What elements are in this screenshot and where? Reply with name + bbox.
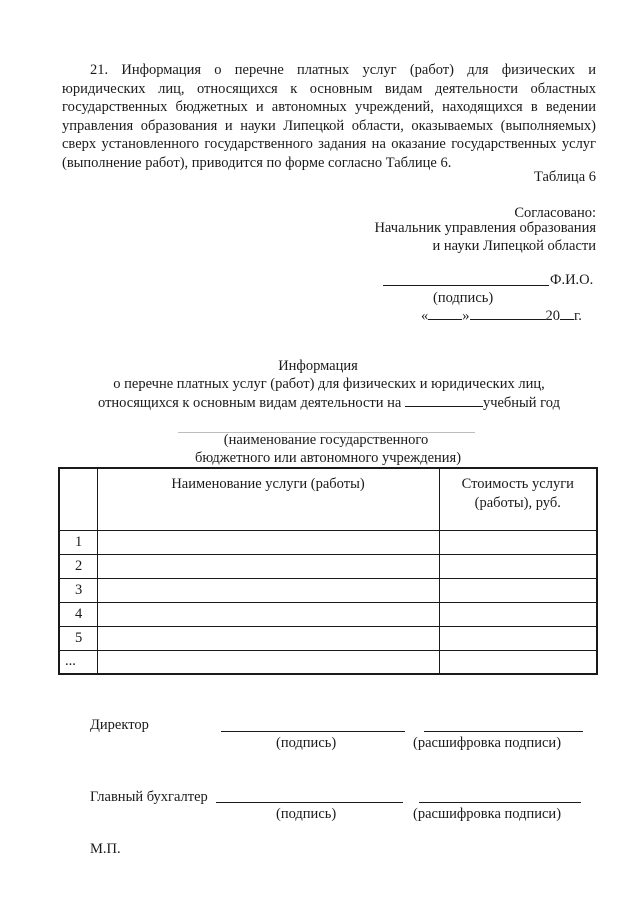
institution-caption-line2: бюджетного или автономного учреждения) (194, 450, 462, 466)
approval-position-line1: Начальник управления образования (374, 220, 596, 236)
date-open-quote: « (421, 308, 429, 324)
date-day-blank (428, 306, 462, 320)
approval-signature-line (383, 285, 549, 286)
director-signature-caption: (подпись) (276, 735, 337, 751)
header-price: Стоимость услуги (работы), руб. (439, 468, 597, 530)
title-line3: относящихся к основным видам деятельности на учебный год (98, 395, 560, 411)
director-label: Директор (90, 717, 149, 733)
header-service-name: Наименование услуги (работы) (97, 468, 439, 530)
approval-position-line2: и науки Липецкой области (432, 238, 596, 254)
approval-fio: Ф.И.О. (550, 272, 594, 288)
table-label: Таблица 6 (533, 169, 596, 185)
price-cell (439, 602, 597, 626)
row-number: 3 (59, 578, 97, 602)
date-century: 20 (545, 308, 560, 324)
title-line2: о перечне платных услуг (работ) для физических и юридических лиц, (113, 376, 545, 392)
header-number-cell (59, 468, 97, 530)
table-row (59, 626, 597, 650)
services-table (58, 467, 598, 675)
table-header-row (59, 468, 597, 530)
price-cell (439, 626, 597, 650)
accountant-decoding-line (419, 802, 581, 803)
row-number: 2 (59, 554, 97, 578)
service-name-cell (97, 530, 439, 554)
row-number: 4 (59, 602, 97, 626)
table-row (59, 578, 597, 602)
date-month-blank (470, 306, 546, 320)
price-cell (439, 530, 597, 554)
date-year-suffix: г. (574, 308, 582, 324)
intro-paragraph: 21. Информация о перечне платных услуг (работ) для физических и юридических лиц, относящихся к основным видам деятельности областных государственных бюджетных и автономных учреждений, находящихся в ведении управления образования и науки Липецкой области, оказываемых (выполняемых) сверх установленного государственного задания на оказание государственных услуг (выполнение работ), приводится по форме согласно Таблице 6. (62, 62, 596, 171)
row-number: ... (59, 650, 97, 674)
price-cell (439, 650, 597, 674)
date-year-blank (560, 306, 574, 320)
service-name-cell (97, 578, 439, 602)
service-name-cell (97, 650, 439, 674)
accountant-decoding-caption: (расшифровка подписи) (413, 806, 562, 822)
accountant-signature-caption: (подпись) (276, 806, 337, 822)
title-line1: Информация (278, 358, 358, 374)
approval-signature-caption: (подпись) (433, 290, 494, 306)
price-cell (439, 554, 597, 578)
service-name-cell (97, 554, 439, 578)
director-decoding-line (424, 731, 583, 732)
price-cell (439, 578, 597, 602)
table-row (59, 530, 597, 554)
row-number: 5 (59, 626, 97, 650)
school-year-blank (405, 393, 483, 407)
table-row (59, 602, 597, 626)
table-row (59, 650, 597, 674)
table-row (59, 554, 597, 578)
chief-accountant-label: Главный бухгалтер (90, 789, 208, 805)
service-name-cell (97, 626, 439, 650)
institution-caption-line1: (наименование государственного (223, 432, 429, 448)
approval-date (421, 306, 582, 325)
row-number: 1 (59, 530, 97, 554)
accountant-signature-line (216, 802, 403, 803)
date-close-quote: » (462, 308, 470, 324)
director-signature-line (221, 731, 405, 732)
service-name-cell (97, 602, 439, 626)
director-decoding-caption: (расшифровка подписи) (413, 735, 562, 751)
approval-agreed: Согласовано: (514, 205, 596, 221)
seal-label: М.П. (90, 841, 121, 857)
